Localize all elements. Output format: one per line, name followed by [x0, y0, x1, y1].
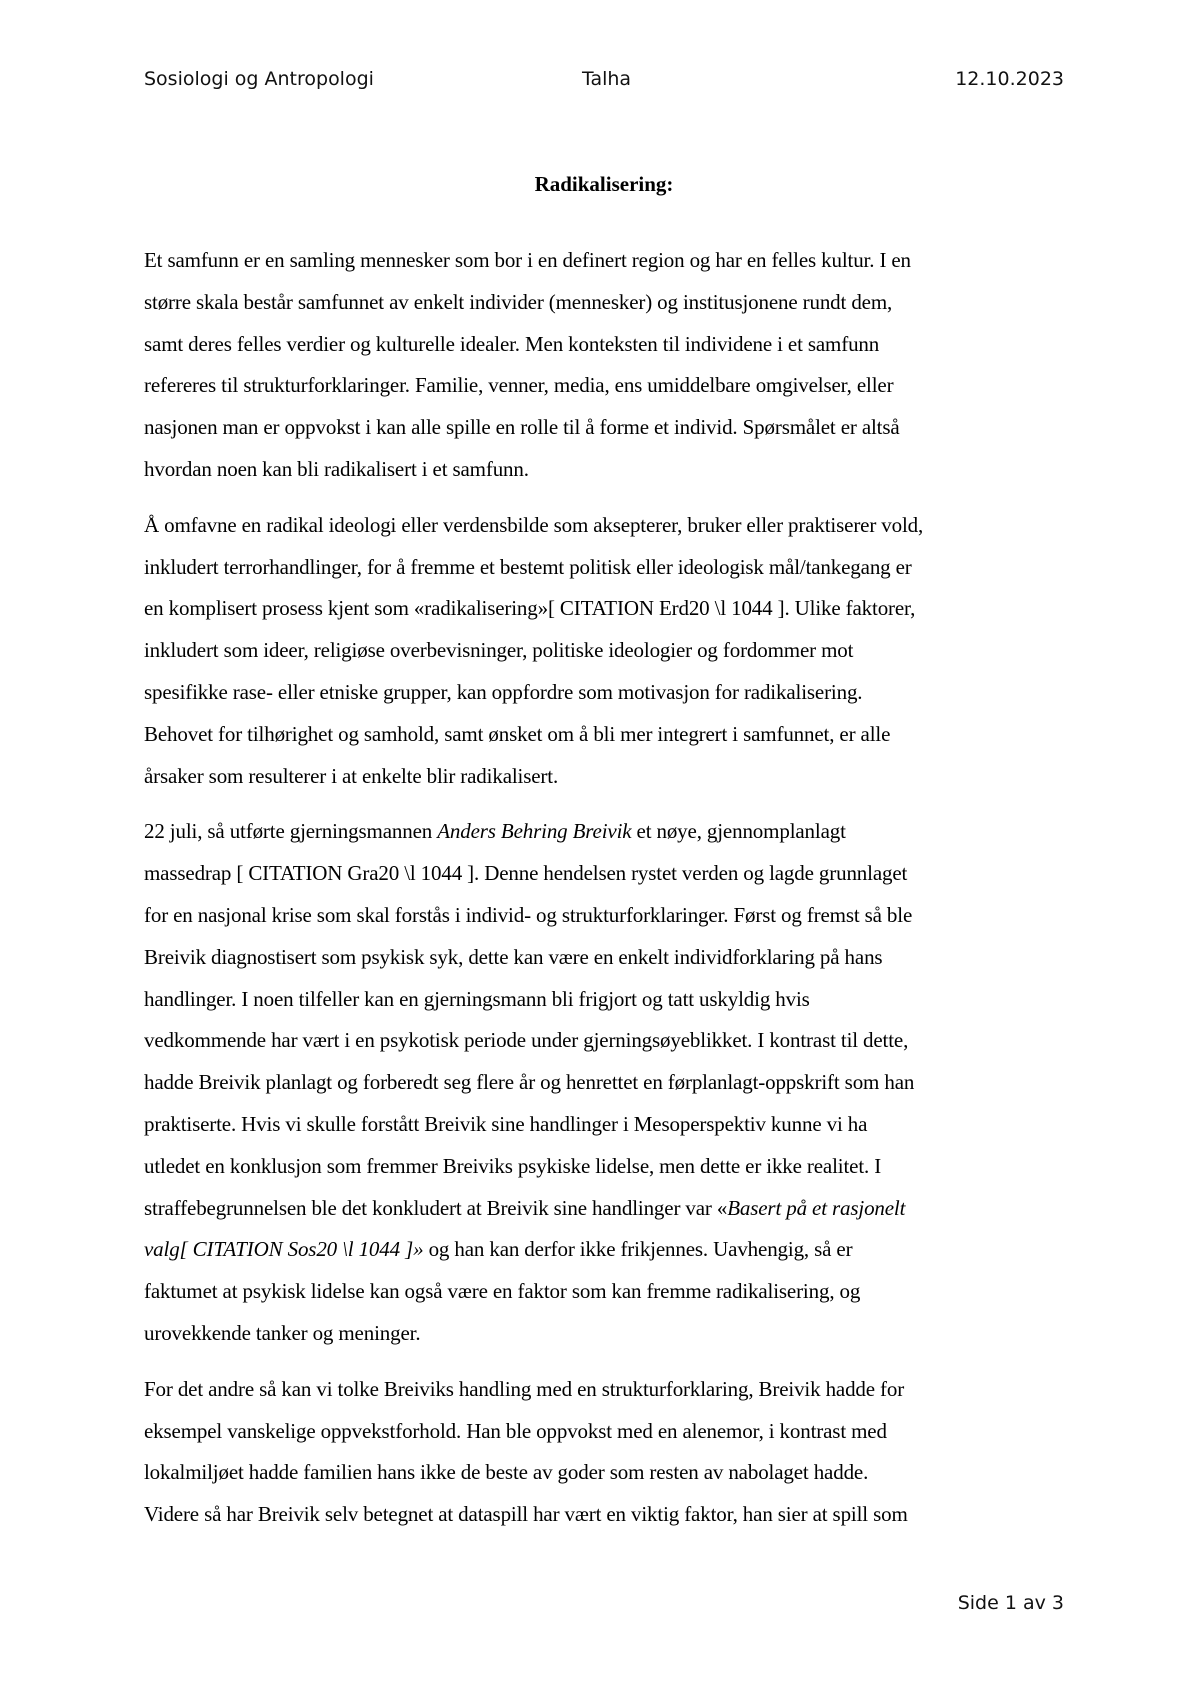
page-header [144, 68, 1064, 98]
text-run: Behovet for tilhørighet og samhold, samt ønsket om å bli mer integrert i samfunnet, er alle [144, 721, 891, 746]
text-line [144, 714, 1064, 756]
text-line [144, 1104, 1064, 1146]
text-run: større skala består samfunnet av enkelt individer (mennesker) og institusjonene rundt dem, [144, 289, 893, 314]
text-run: urovekkende tanker og meninger. [144, 1320, 421, 1345]
text-line [144, 1369, 1064, 1411]
text-run: 22 juli, så utførte gjerningsmannen [144, 819, 438, 844]
text-run: massedrap [ CITATION Gra20 \l 1044 ]. Denne hendelsen rystet verden og lagde grunnlaget [144, 861, 908, 886]
text-line [144, 1313, 1064, 1355]
text-run: samt deres felles verdier og kulturelle idealer. Men konteksten til individene i et samfunn [144, 331, 880, 356]
text-line [144, 979, 1064, 1021]
document-body [144, 240, 1064, 1550]
text-line [144, 1229, 1064, 1271]
text-run: spesifikke rase- eller etniske grupper, kan oppfordre som motivasjon for radikalisering. [144, 679, 863, 704]
paragraph [144, 1369, 1064, 1536]
text-line [144, 449, 1064, 491]
text-run: Videre så har Breivik selv betegnet at dataspill har vært en viktig faktor, han sier at spill som [144, 1502, 908, 1527]
italic-text: valg[ CITATION Sos20 \l 1044 ]» [144, 1237, 424, 1262]
text-line [144, 407, 1064, 449]
text-run: Et samfunn er en samling mennesker som bor i en definert region og har en felles kultur. I en [144, 248, 911, 272]
document-title: Radikalisering: [534, 172, 674, 196]
text-run: eksempel vanskelige oppvekstforhold. Han ble oppvokst med en alenemor, i kontrast med [144, 1418, 887, 1443]
paragraph [144, 811, 1064, 1354]
text-line [144, 1146, 1064, 1188]
text-run: faktumet at psykisk lidelse kan også være en faktor som kan fremme radikalisering, og [144, 1279, 861, 1304]
text-line [144, 895, 1064, 937]
text-run: lokalmiljøet hadde familien hans ikke de beste av goder som resten av nabolaget hadde. [144, 1460, 869, 1485]
text-run: vedkommende har vært i en psykotisk periode under gjerningsøyeblikket. I kontrast til dette, [144, 1028, 909, 1053]
text-line [144, 547, 1064, 589]
header-date: 12.10.2023 [955, 68, 1064, 90]
text-run: for en nasjonal krise som skal forstås i individ- og strukturforklaringer. Først og fremst så ble [144, 902, 913, 927]
header-author: Talha [582, 68, 632, 90]
paragraph [144, 505, 1064, 798]
text-run: inkludert som ideer, religiøse overbevisninger, politiske ideologier og fordommer mot [144, 638, 854, 663]
text-line [144, 756, 1064, 798]
text-line [144, 672, 1064, 714]
text-line [144, 1062, 1064, 1104]
text-run: hvordan noen kan bli radikalisert i et samfunn. [144, 456, 529, 481]
text-line [144, 811, 1064, 853]
text-run: For det andre så kan vi tolke Breiviks handling med en strukturforklaring, Breivik hadde for [144, 1376, 905, 1401]
text-line [144, 853, 1064, 895]
text-line [144, 1271, 1064, 1313]
italic-text: Basert på et rasjonelt [727, 1195, 906, 1220]
text-run: årsaker som resulterer i at enkelte blir radikalisert. [144, 763, 559, 788]
text-run: straffebegrunnelsen ble det konkludert at Breivik sine handlinger var « [144, 1195, 728, 1220]
text-line [144, 937, 1064, 979]
text-run: Å omfavne en radikal ideologi eller verdensbilde som aksepterer, bruker eller praktiserer vold, [144, 512, 924, 537]
text-line [144, 588, 1064, 630]
text-line [144, 1452, 1064, 1494]
text-run: en komplisert prosess kjent som «radikalisering»[ CITATION Erd20 \l 1044 ]. Ulike faktorer, [144, 596, 916, 621]
text-line [144, 630, 1064, 672]
text-run: et nøye, gjennomplanlagt [631, 819, 846, 844]
text-run: Breivik diagnostisert som psykisk syk, dette kan være en enkelt individforklaring på hans [144, 944, 883, 969]
text-run: nasjonen man er oppvokst i kan alle spille en rolle til å forme et individ. Spørsmålet er altså [144, 415, 900, 440]
text-run: inkludert terrorhandlinger, for å fremme et bestemt politisk eller ideologisk mål/tankegang er [144, 554, 912, 579]
paragraph [144, 240, 1064, 491]
text-run: praktiserte. Hvis vi skulle forstått Breivik sine handlinger i Mesoperspektiv kunne vi ha [144, 1111, 868, 1136]
text-line [144, 1020, 1064, 1062]
text-line [144, 240, 1064, 282]
text-line [144, 365, 1064, 407]
text-run: handlinger. I noen tilfeller kan en gjerningsmann bli frigjort og tatt uskyldig hvis [144, 986, 810, 1011]
text-run: refereres til strukturforklaringer. Familie, venner, media, ens umiddelbare omgivelser, eller [144, 373, 894, 398]
text-run: hadde Breivik planlagt og forberedt seg flere år og henrettet en førplanlagt-oppskrift som han [144, 1070, 915, 1095]
header-course: Sosiologi og Antropologi [144, 68, 374, 90]
text-line [144, 282, 1064, 324]
page-number: Side 1 av 3 [957, 1592, 1064, 1614]
text-run: og han kan derfor ikke frikjennes. Uavhengig, så er [423, 1237, 853, 1262]
text-run: utledet en konklusjon som fremmer Breiviks psykiske lidelse, men dette er ikke realitet. I [144, 1153, 882, 1178]
italic-text: Anders Behring Breivik [437, 819, 632, 844]
text-line [144, 505, 1064, 547]
text-line [144, 324, 1064, 366]
text-line [144, 1494, 1064, 1536]
text-line [144, 1411, 1064, 1453]
text-line [144, 1188, 1064, 1230]
